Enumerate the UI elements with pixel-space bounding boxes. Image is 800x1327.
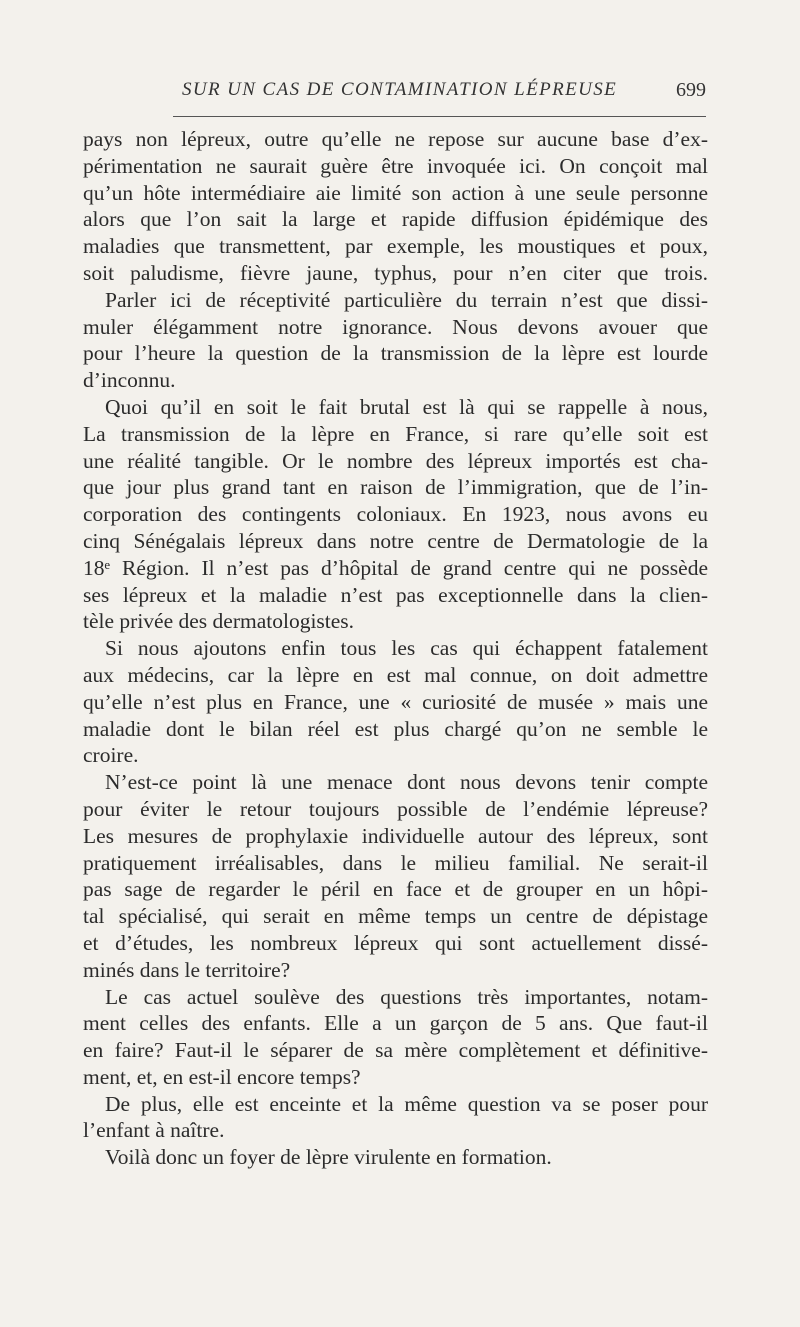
text-line: aux médecins, car la lèpre en est mal connue, on doit admettre: [83, 662, 708, 687]
text-line: l’enfant à naître.: [83, 1118, 225, 1143]
text-line: en faire? Faut-il le séparer de sa mère complètement et définitive-: [83, 1038, 708, 1063]
text-line: pas sage de regarder le péril en face et de grouper en un hôpi-: [83, 877, 708, 902]
text-line: ment, et, en est-il encore temps?: [83, 1064, 361, 1089]
text-line: ses lépreux et la maladie n’est pas exceptionnelle dans la clien-: [83, 582, 708, 607]
text-line: d’inconnu.: [83, 368, 176, 393]
header-rule: [173, 116, 706, 117]
text-line: Le cas actuel soulève des questions très importantes, notam-: [105, 984, 708, 1009]
text-line: périmentation ne saurait guère être invoquée ici. On conçoit mal: [83, 153, 708, 178]
text-line: N’est-ce point là une menace dont nous devons tenir compte: [105, 770, 708, 795]
text-line: qu’un hôte intermédiaire aie limité son action à une seule personne: [83, 180, 708, 205]
text-line: Voilà donc un foyer de lèpre virulente en formation.: [105, 1145, 552, 1170]
text-line: soit paludisme, fièvre jaune, typhus, pour n’en citer que trois.: [83, 260, 708, 285]
text-line: ment celles des enfants. Elle a un garçon de 5 ans. Que faut-il: [83, 1011, 708, 1036]
running-title: SUR UN CAS DE CONTAMINATION LÉPREUSE: [182, 79, 618, 100]
text-line: pour l’heure la question de la transmission de la lèpre est lourde: [83, 341, 708, 366]
running-header: [168, 79, 708, 109]
text-line: qu’elle n’est plus en France, une « curiosité de musée » mais une: [83, 689, 708, 714]
text-line: De plus, elle est enceinte et la même question va se poser pour: [105, 1091, 708, 1116]
text-line: tal spécialisé, qui serait en même temps un centre de dépistage: [83, 904, 708, 929]
text-line: pour éviter le retour toujours possible de l’endémie lépreuse?: [83, 796, 708, 821]
text-line: Les mesures de prophylaxie individuelle autour des lépreux, sont: [83, 823, 708, 848]
text-line: corporation des contingents coloniaux. En 1923, nous avons eu: [83, 502, 708, 527]
text-line: minés dans le territoire?: [83, 957, 291, 982]
text-line: Quoi qu’il en soit le fait brutal est là qui se rappelle à nous,: [105, 394, 708, 419]
text-line: maladies que transmettent, par exemple, les moustiques et poux,: [83, 234, 708, 259]
text-line: 18ᵉ Région. Il n’est pas d’hôpital de grand centre qui ne possède: [83, 555, 708, 580]
text-line: Parler ici de réceptivité particulière du terrain n’est que dissi-: [105, 287, 708, 312]
text-line: alors que l’on sait la large et rapide diffusion épidémique des: [83, 207, 708, 232]
page-number: 699: [676, 79, 706, 101]
text-line: Si nous ajoutons enfin tous les cas qui échappent fatalement: [105, 636, 708, 661]
text-line: pays non lépreux, outre qu’elle ne repose sur aucune base d’ex-: [83, 127, 708, 151]
text-line: et d’études, les nombreux lépreux qui sont actuellement dissé-: [83, 930, 708, 955]
text-line: muler élégamment notre ignorance. Nous devons avouer que: [83, 314, 708, 339]
text-line: La transmission de la lèpre en France, si rare qu’elle soit est: [83, 421, 708, 446]
text-line: croire.: [83, 743, 139, 768]
text-line: que jour plus grand tant en raison de l’immigration, que de l’in-: [83, 475, 708, 500]
body-text: [83, 126, 708, 1171]
text-line: tèle privée des dermatologistes.: [83, 609, 355, 634]
text-line: cinq Sénégalais lépreux dans notre centre de Dermatologie de la: [83, 528, 708, 553]
text-line: pratiquement irréalisables, dans le milieu familial. Ne serait-il: [83, 850, 708, 875]
text-line: une réalité tangible. Or le nombre des lépreux importés est cha-: [83, 448, 708, 473]
text-line: maladie dont le bilan réel est plus chargé qu’on ne semble le: [83, 716, 708, 741]
